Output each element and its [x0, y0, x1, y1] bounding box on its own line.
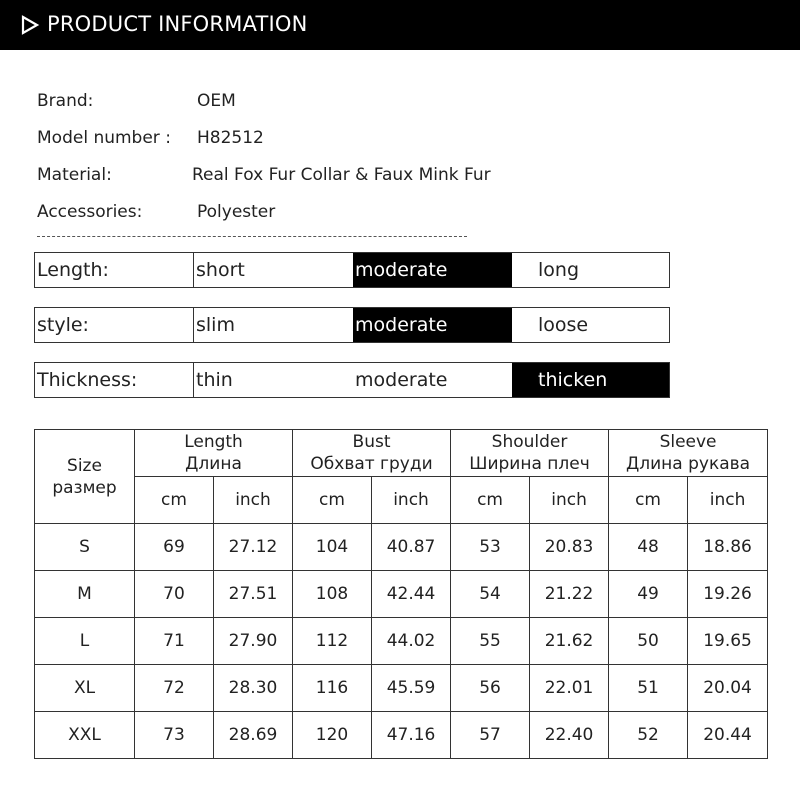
table-cell: 50 [609, 618, 688, 665]
table-row [35, 712, 768, 759]
table-cell: 19.26 [688, 571, 768, 618]
info-label: Model number : [37, 128, 171, 148]
attribute-row-length [34, 252, 670, 288]
size-cell: L [35, 618, 135, 665]
info-value: Polyester [197, 202, 276, 222]
table-cell: 47.16 [372, 712, 451, 759]
size-cell: XXL [35, 712, 135, 759]
info-label: Material: [37, 165, 112, 185]
table-cell: 104 [293, 524, 372, 571]
table-row [35, 571, 768, 618]
attribute-row-style [34, 307, 670, 343]
table-cell: 69 [135, 524, 214, 571]
size-table [34, 429, 768, 759]
group-header-en: Shoulder [491, 432, 568, 452]
table-cell: 73 [135, 712, 214, 759]
table-cell: 56 [451, 665, 530, 712]
attribute-label: Thickness: [35, 363, 194, 397]
table-cell: 20.04 [688, 665, 768, 712]
attribute-option: moderate [355, 369, 448, 391]
attribute-option: long [538, 259, 580, 281]
table-cell: 28.69 [214, 712, 293, 759]
group-header-ru: Ширина плеч [469, 454, 590, 474]
table-cell: 57 [451, 712, 530, 759]
attribute-row-thickness [34, 362, 670, 398]
group-header-ru: Длина [185, 454, 242, 474]
group-header-bust [293, 430, 451, 477]
info-label: Brand: [37, 91, 94, 111]
header-bar [0, 0, 800, 50]
table-cell: 21.62 [530, 618, 609, 665]
group-header-ru: Обхват груди [310, 454, 433, 474]
table-cell: 112 [293, 618, 372, 665]
size-cell: S [35, 524, 135, 571]
attribute-option-selected: moderate [353, 253, 512, 287]
unit-header: inch [214, 477, 293, 524]
size-cell: XL [35, 665, 135, 712]
table-cell: 20.44 [688, 712, 768, 759]
size-header-cell [35, 430, 135, 524]
table-cell: 42.44 [372, 571, 451, 618]
table-cell: 21.22 [530, 571, 609, 618]
table-cell: 48 [609, 524, 688, 571]
group-header-en: Bust [352, 432, 391, 452]
attribute-option: loose [538, 314, 589, 336]
group-header-shoulder [451, 430, 609, 477]
table-cell: 27.51 [214, 571, 293, 618]
table-row [35, 665, 768, 712]
table-cell: 49 [609, 571, 688, 618]
group-header-en: Sleeve [659, 432, 717, 452]
table-cell: 116 [293, 665, 372, 712]
table-cell: 70 [135, 571, 214, 618]
attribute-option: short [196, 259, 245, 281]
table-cell: 55 [451, 618, 530, 665]
table-cell: 53 [451, 524, 530, 571]
table-cell: 40.87 [372, 524, 451, 571]
size-cell: M [35, 571, 135, 618]
table-cell: 28.30 [214, 665, 293, 712]
info-label: Accessories: [37, 202, 143, 222]
attribute-option: slim [196, 314, 235, 336]
unit-header: cm [451, 477, 530, 524]
table-cell: 108 [293, 571, 372, 618]
table-cell: 22.01 [530, 665, 609, 712]
size-header-en: Size [67, 455, 102, 476]
table-cell: 45.59 [372, 665, 451, 712]
attribute-label: style: [35, 308, 194, 342]
group-header-en: Length [184, 432, 243, 452]
table-cell: 71 [135, 618, 214, 665]
attribute-option-selected: moderate [353, 308, 512, 342]
page-title: PRODUCT INFORMATION [47, 12, 308, 36]
info-value: OEM [197, 91, 236, 111]
attribute-label: Length: [35, 253, 194, 287]
table-cell: 51 [609, 665, 688, 712]
table-cell: 19.65 [688, 618, 768, 665]
unit-header: inch [530, 477, 609, 524]
play-outline-icon [20, 15, 40, 35]
attribute-option-selected: thicken [512, 363, 669, 397]
attribute-option: thin [196, 369, 233, 391]
table-cell: 20.83 [530, 524, 609, 571]
table-cell: 27.12 [214, 524, 293, 571]
info-value: Real Fox Fur Collar & Faux Mink Fur [192, 165, 491, 185]
table-cell: 27.90 [214, 618, 293, 665]
unit-header: cm [135, 477, 214, 524]
dashed-divider [37, 236, 467, 237]
unit-header: cm [609, 477, 688, 524]
info-value: H82512 [197, 128, 264, 148]
table-cell: 22.40 [530, 712, 609, 759]
group-header-ru: Длина рукава [625, 454, 751, 474]
unit-header: inch [372, 477, 451, 524]
table-cell: 54 [451, 571, 530, 618]
table-cell: 18.86 [688, 524, 768, 571]
group-header-sleeve [609, 430, 768, 477]
group-header-length [135, 430, 293, 477]
table-row [35, 524, 768, 571]
table-cell: 44.02 [372, 618, 451, 665]
table-cell: 72 [135, 665, 214, 712]
size-header-ru: размер [52, 477, 117, 498]
unit-header: inch [688, 477, 768, 524]
table-cell: 52 [609, 712, 688, 759]
table-row [35, 618, 768, 665]
unit-header: cm [293, 477, 372, 524]
table-cell: 120 [293, 712, 372, 759]
